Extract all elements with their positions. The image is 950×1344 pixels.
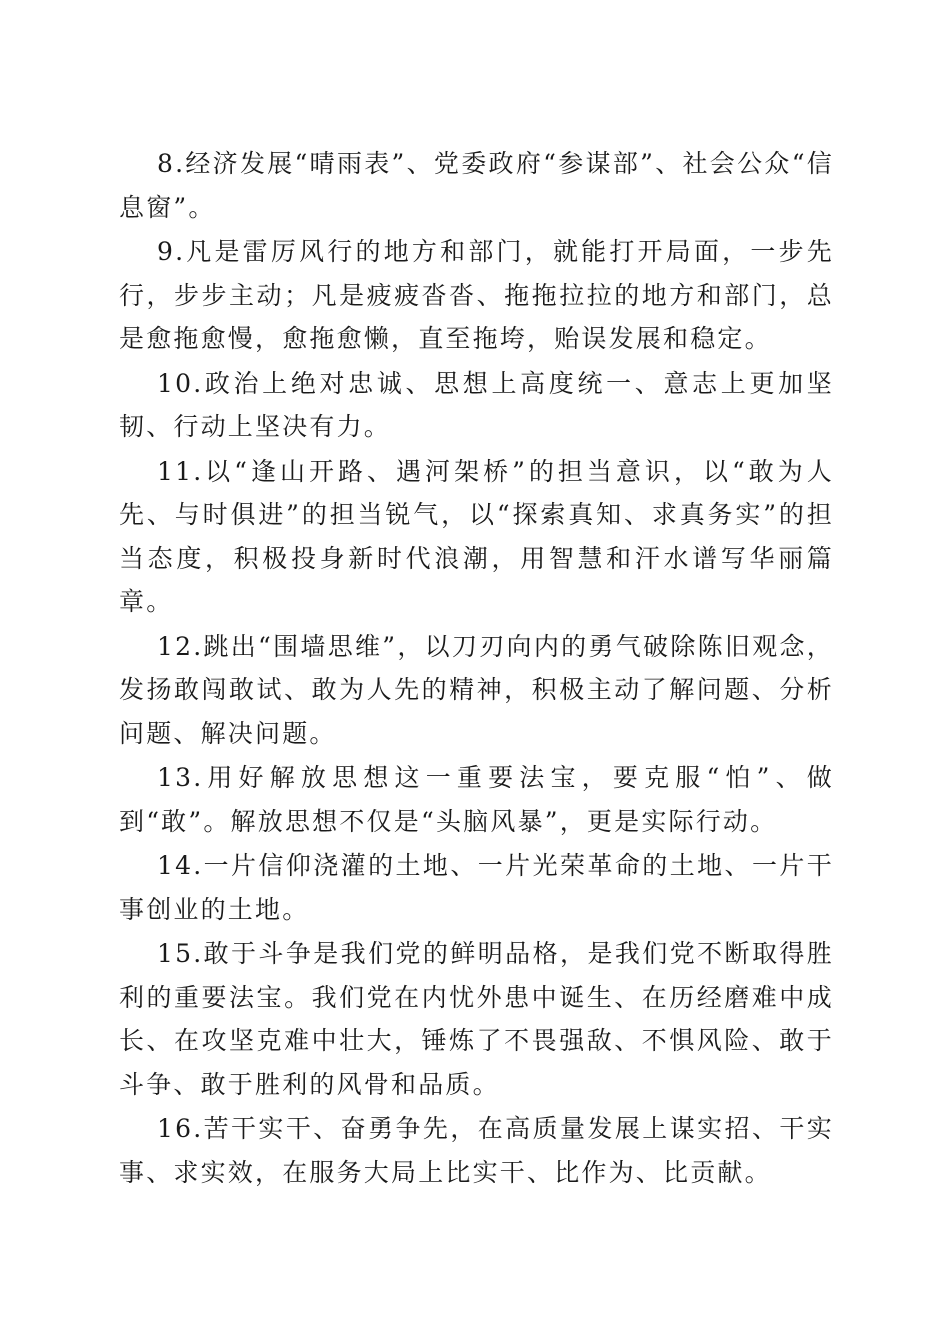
paragraph-14: 14.一片信仰浇灌的土地、一片光荣革命的土地、一片干事创业的土地。: [119, 851, 834, 924]
paragraph-10: 10.政治上绝对忠诚、思想上高度统一、意志上更加坚韧、行动上坚决有力。: [119, 368, 834, 441]
paragraph-16: 16.苦干实干、奋勇争先，在高质量发展上谋实招、干实事、求实效，在服务大局上比实干、比作为、比贡献。: [119, 1114, 834, 1187]
paragraph-8: 8.经济发展“晴雨表”、党委政府“参谋部”、社会公众“信息窗”。: [119, 149, 834, 222]
paragraph-13: 13.用好解放思想这一重要法宝，要克服“怕”、做到“敢”。解放思想不仅是“头脑风暴”，更是实际行动。: [119, 763, 834, 836]
document-body: [119, 142, 834, 1195]
paragraph-15: 15.敢于斗争是我们党的鲜明品格，是我们党不断取得胜利的重要法宝。我们党在内忧外患中诞生、在历经磨难中成长、在攻坚克难中壮大，锤炼了不畏强敌、不惧风险、敢于斗争、敢于胜利的风骨和品质。: [119, 939, 834, 1099]
paragraph-9: 9.凡是雷厉风行的地方和部门，就能打开局面，一步先行，步步主动；凡是疲疲沓沓、拖拖拉拉的地方和部门，总是愈拖愈慢，愈拖愈懒，直至拖垮，贻误发展和稳定。: [119, 237, 834, 353]
paragraph-12: 12.跳出“围墙思维”，以刀刃向内的勇气破除陈旧观念，发扬敢闯敢试、敢为人先的精神，积极主动了解问题、分析问题、解决问题。: [119, 631, 834, 748]
paragraph-11: 11.以“逢山开路、遇河架桥”的担当意识，以“敢为人先、与时俱进”的担当锐气，以“探索真知、求真务实”的担当态度，积极投身新时代浪潮，用智慧和汗水谱写华丽篇章。: [119, 456, 834, 616]
